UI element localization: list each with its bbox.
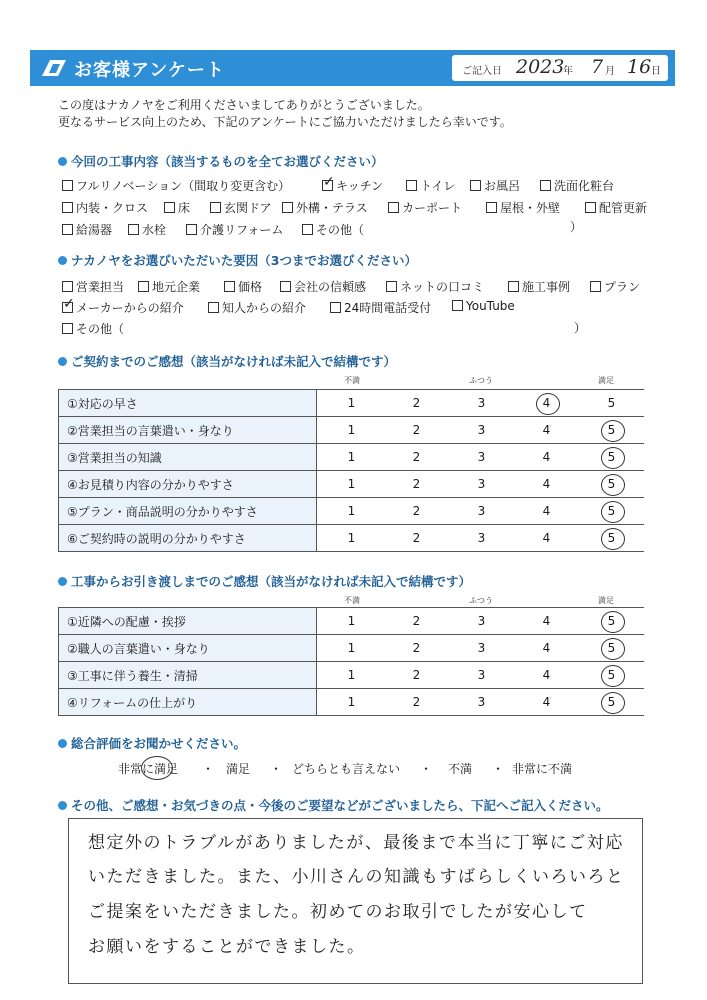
work-option-label: 配管更新 — [599, 201, 648, 215]
scale-label-high: 満足 — [598, 376, 614, 385]
rating-option-3[interactable]: 3 — [477, 504, 486, 518]
date-day-unit: 日 — [651, 66, 661, 77]
contract-rating-table — [58, 389, 644, 552]
rating-option-3[interactable]: 3 — [477, 668, 486, 682]
comment-line: ご提案をいただきました。初めてのお取引でしたが安心して — [88, 902, 588, 922]
work-option-label: フルリノベーション（間取り変更含む） — [76, 179, 291, 193]
scale-label-high: 満足 — [598, 596, 614, 605]
checkbox[interactable] — [280, 281, 291, 292]
date-day[interactable]: 16 — [627, 56, 652, 78]
reason-option-label: メーカーからの紹介 — [76, 301, 184, 315]
section-title-work: 今回の工事内容（該当するものを全てお選びください） — [58, 152, 384, 170]
rating-option-3[interactable]: 3 — [477, 423, 486, 437]
construction-row-label: ②職人の言葉遣い・身なり — [59, 635, 317, 662]
reason-option-label: 営業担当 — [76, 280, 125, 294]
work-option[interactable] — [406, 177, 455, 194]
reason-option-label: YouTube — [466, 299, 515, 313]
contract-row — [59, 444, 645, 471]
rating-option-1[interactable]: 1 — [347, 614, 356, 628]
reason-option[interactable] — [330, 299, 431, 316]
rating-option-5[interactable]: 5 — [579, 695, 644, 709]
work-option[interactable] — [210, 199, 272, 216]
checkbox[interactable] — [540, 180, 551, 191]
checkbox-checked[interactable] — [62, 302, 73, 313]
construction-row — [59, 635, 645, 662]
contract-row-label: ①対応の早さ — [59, 390, 317, 417]
work-option-label: カーポート — [402, 201, 463, 215]
rating-option-4[interactable]: 4 — [542, 450, 551, 464]
work-option[interactable] — [62, 199, 148, 216]
scale-label-mid: ふつう — [469, 376, 493, 385]
rating-option-4[interactable]: 4 — [514, 396, 579, 410]
date-year[interactable]: 2023 — [516, 56, 565, 78]
rating-option-4[interactable]: 4 — [542, 504, 551, 518]
comment-line: お願いをすることができました。 — [88, 937, 366, 957]
checkbox[interactable] — [386, 281, 397, 292]
scale-label-mid: ふつう — [469, 596, 493, 605]
work-option-label: お風呂 — [484, 179, 521, 193]
rating-option-3[interactable]: 3 — [477, 396, 486, 410]
work-option[interactable] — [486, 199, 560, 216]
rating-option-5[interactable]: 5 — [579, 477, 644, 491]
checkbox-checked[interactable] — [322, 180, 333, 191]
work-option-label: キッチン — [336, 179, 384, 193]
checkbox[interactable] — [208, 302, 219, 313]
rating-option-5[interactable]: 5 — [579, 614, 644, 628]
reason-option[interactable] — [508, 278, 570, 295]
rating-option-2[interactable]: 2 — [412, 423, 421, 437]
checkbox[interactable] — [210, 202, 221, 213]
separator-dot: ・ — [420, 762, 433, 776]
rating-option-4[interactable]: 4 — [542, 477, 551, 491]
company-logo-icon — [40, 58, 68, 78]
checkbox[interactable] — [128, 224, 139, 235]
intro-line: 更なるサービス向上のため、下記のアンケートにご協力いただけましたら幸いです。 — [58, 115, 512, 129]
reason-option-label: プラン — [604, 280, 641, 294]
rating-option-5[interactable]: 5 — [579, 423, 644, 437]
work-option-label: 屋根・外壁 — [500, 201, 561, 215]
reason-option-label: 価格 — [238, 280, 263, 294]
rating-option-1[interactable]: 1 — [347, 477, 356, 491]
construction-row-label: ③工事に伴う養生・清掃 — [59, 662, 317, 689]
section-title-overall: 総合評価をお聞かせください。 — [58, 734, 246, 752]
construction-row-label: ①近隣への配慮・挨拶 — [59, 608, 317, 635]
rating-option-4[interactable]: 4 — [542, 668, 551, 682]
checkbox[interactable] — [302, 224, 313, 235]
work-option-label: 介護リフォーム — [200, 223, 284, 237]
date-label: ご記入日 — [462, 66, 502, 77]
rating-option-5[interactable]: 5 — [579, 450, 644, 464]
work-option-label: その他（ — [316, 223, 365, 237]
work-option-label: 水栓 — [142, 223, 167, 237]
work-option[interactable] — [186, 221, 283, 238]
work-option[interactable] — [388, 199, 462, 216]
work-option[interactable] — [302, 221, 364, 238]
contract-row-label: ⑤プラン・商品説明の分かりやすさ — [59, 498, 317, 525]
separator-dot: ・ — [202, 762, 215, 776]
reason-option-label: 知人からの紹介 — [222, 301, 307, 315]
reason-option-label: 24時間電話受付 — [344, 301, 432, 315]
work-option[interactable] — [62, 221, 112, 238]
checkbox[interactable] — [452, 300, 463, 311]
reason-option-label: 会社の信頼感 — [294, 280, 367, 294]
overall-option[interactable]: 非常に満足 — [118, 762, 179, 776]
rating-option-1[interactable]: 1 — [347, 641, 356, 655]
checkbox[interactable] — [164, 202, 175, 213]
checkbox[interactable] — [62, 323, 73, 334]
checkbox[interactable] — [330, 302, 341, 313]
rating-option-3[interactable]: 3 — [477, 531, 486, 545]
reason-option[interactable] — [62, 299, 184, 316]
rating-option-2[interactable]: 2 — [412, 531, 421, 545]
rating-option-4[interactable]: 4 — [542, 614, 551, 628]
checkbox[interactable] — [62, 180, 73, 191]
construction-row — [59, 608, 645, 635]
contract-row-label: ④お見積り内容の分かりやすさ — [59, 471, 317, 498]
checkbox[interactable] — [62, 224, 73, 235]
rating-option-2[interactable]: 2 — [412, 477, 421, 491]
rating-option-3[interactable]: 3 — [477, 641, 486, 655]
checkbox[interactable] — [186, 224, 197, 235]
reason-option[interactable] — [386, 278, 484, 295]
contract-row — [59, 390, 645, 417]
work-option[interactable] — [585, 199, 647, 216]
construction-row-label: ④リフォームの仕上がり — [59, 689, 317, 716]
rating-option-1[interactable]: 1 — [347, 531, 356, 545]
reason-option-label: ネットの口コミ — [400, 280, 485, 294]
reason-option-label: その他（ — [76, 322, 125, 336]
contract-row-label: ⑥ご契約時の説明の分かりやすさ — [59, 525, 317, 552]
reason-option-label: 施工事例 — [522, 280, 571, 294]
page-title: お客様アンケート — [74, 60, 225, 81]
checkbox[interactable] — [138, 281, 149, 292]
overall-option[interactable]: どちらとも言えない — [292, 762, 401, 776]
work-option-label: 内装・クロス — [76, 201, 149, 215]
comment-line: いただきました。また、小川さんの知識もすばらしくいろいろと — [88, 867, 625, 887]
separator-dot: ・ — [270, 762, 283, 776]
separator-dot: ・ — [492, 762, 505, 776]
date-month[interactable]: 7 — [591, 56, 604, 78]
rating-option-5[interactable]: 5 — [579, 504, 644, 518]
date-month-unit: 月 — [605, 66, 615, 77]
rating-option-1[interactable]: 1 — [347, 668, 356, 682]
reason-option[interactable] — [62, 278, 124, 295]
section-title-contract: ご契約までのご感想（該当がなければ未記入で結構です） — [58, 352, 396, 370]
reason-option-label: 地元企業 — [152, 280, 201, 294]
other-close-paren: ） — [570, 220, 583, 234]
work-option-label: トイレ — [420, 179, 456, 193]
selection-circle — [141, 756, 173, 780]
rating-option-4[interactable]: 4 — [542, 641, 551, 655]
construction-row — [59, 662, 645, 689]
section-title-construction: 工事からお引き渡しまでのご感想（該当がなければ未記入で結構です） — [58, 572, 471, 590]
contract-row-label: ②営業担当の言葉遣い・身なり — [59, 417, 317, 444]
contract-row — [59, 525, 645, 552]
reason-option[interactable] — [208, 299, 306, 316]
checkbox[interactable] — [62, 202, 73, 213]
scale-label-low: 不満 — [344, 596, 360, 605]
rating-option-5[interactable]: 5 — [579, 531, 644, 545]
section-title-comments: その他、ご感想・お気づきの点・今後のご要望などがございましたら、下記へご記入ください。 — [58, 796, 609, 814]
other-close-paren: ） — [574, 321, 587, 335]
reason-option[interactable] — [224, 278, 262, 295]
work-option-label: 玄関ドア — [224, 201, 272, 215]
work-option[interactable] — [322, 177, 383, 194]
checkbox[interactable] — [224, 281, 235, 292]
intro-line: この度はナカノヤをご利用くださいましてありがとうございました。 — [58, 98, 430, 112]
rating-option-2[interactable]: 2 — [412, 668, 421, 682]
rating-option-1[interactable]: 1 — [347, 504, 356, 518]
reason-option[interactable] — [590, 278, 640, 295]
contract-row — [59, 498, 645, 525]
work-option[interactable] — [128, 221, 166, 238]
rating-option-1[interactable]: 1 — [347, 695, 356, 709]
rating-option-3[interactable]: 3 — [477, 477, 486, 491]
rating-option-4[interactable]: 4 — [542, 695, 551, 709]
rating-option-3[interactable]: 3 — [477, 695, 486, 709]
rating-option-2[interactable]: 2 — [412, 695, 421, 709]
construction-rating-table — [58, 607, 644, 716]
reason-option[interactable] — [452, 299, 515, 313]
intro-text — [58, 97, 512, 131]
rating-option-2[interactable]: 2 — [412, 396, 421, 410]
rating-option-3[interactable]: 3 — [477, 450, 486, 464]
contract-row-label: ③営業担当の知識 — [59, 444, 317, 471]
rating-option-4[interactable]: 4 — [542, 531, 551, 545]
reason-option[interactable] — [138, 278, 200, 295]
rating-option-1[interactable]: 1 — [347, 450, 356, 464]
checkbox[interactable] — [62, 281, 73, 292]
rating-option-1[interactable]: 1 — [347, 423, 356, 437]
overall-option[interactable]: 満足 — [226, 762, 251, 776]
rating-option-2[interactable]: 2 — [412, 641, 421, 655]
rating-option-5[interactable]: 5 — [579, 668, 644, 682]
checkbox[interactable] — [406, 180, 417, 191]
checkbox[interactable] — [585, 202, 596, 213]
checkbox[interactable] — [388, 202, 399, 213]
overall-option[interactable]: 不満 — [448, 762, 473, 776]
scale-label-low: 不満 — [344, 376, 360, 385]
rating-option-2[interactable]: 2 — [412, 614, 421, 628]
contract-row — [59, 417, 645, 444]
overall-option[interactable]: 非常に不満 — [512, 762, 573, 776]
rating-option-5[interactable]: 5 — [607, 396, 616, 410]
work-option[interactable] — [540, 177, 614, 194]
work-option[interactable] — [282, 199, 368, 216]
checkbox[interactable] — [486, 202, 497, 213]
contract-row — [59, 471, 645, 498]
rating-option-1[interactable]: 1 — [347, 396, 356, 410]
reason-option[interactable] — [62, 320, 124, 337]
checkbox[interactable] — [590, 281, 601, 292]
checkbox[interactable] — [282, 202, 293, 213]
construction-row — [59, 689, 645, 716]
work-option-label: 外構・テラス — [296, 201, 368, 215]
work-option-label: 洗面化粧台 — [554, 179, 615, 193]
work-option-label: 床 — [178, 201, 191, 215]
reason-option[interactable] — [280, 278, 366, 295]
work-option[interactable] — [62, 177, 290, 194]
rating-option-3[interactable]: 3 — [477, 614, 486, 628]
work-option[interactable] — [164, 199, 190, 216]
work-option[interactable] — [470, 177, 520, 194]
section-title-reasons: ナカノヤをお選びいただいた要因（3つまでお選びください） — [58, 251, 417, 269]
checkbox[interactable] — [508, 281, 519, 292]
rating-option-2[interactable]: 2 — [412, 504, 421, 518]
date-year-unit: 年 — [563, 66, 573, 77]
checkbox[interactable] — [470, 180, 481, 191]
comment-line: 想定外のトラブルがありましたが、最後まで本当に丁寧にご対応 — [88, 833, 624, 853]
rating-option-5[interactable]: 5 — [579, 641, 644, 655]
rating-option-4[interactable]: 4 — [542, 423, 551, 437]
rating-option-2[interactable]: 2 — [412, 450, 421, 464]
work-option-label: 給湯器 — [76, 223, 113, 237]
